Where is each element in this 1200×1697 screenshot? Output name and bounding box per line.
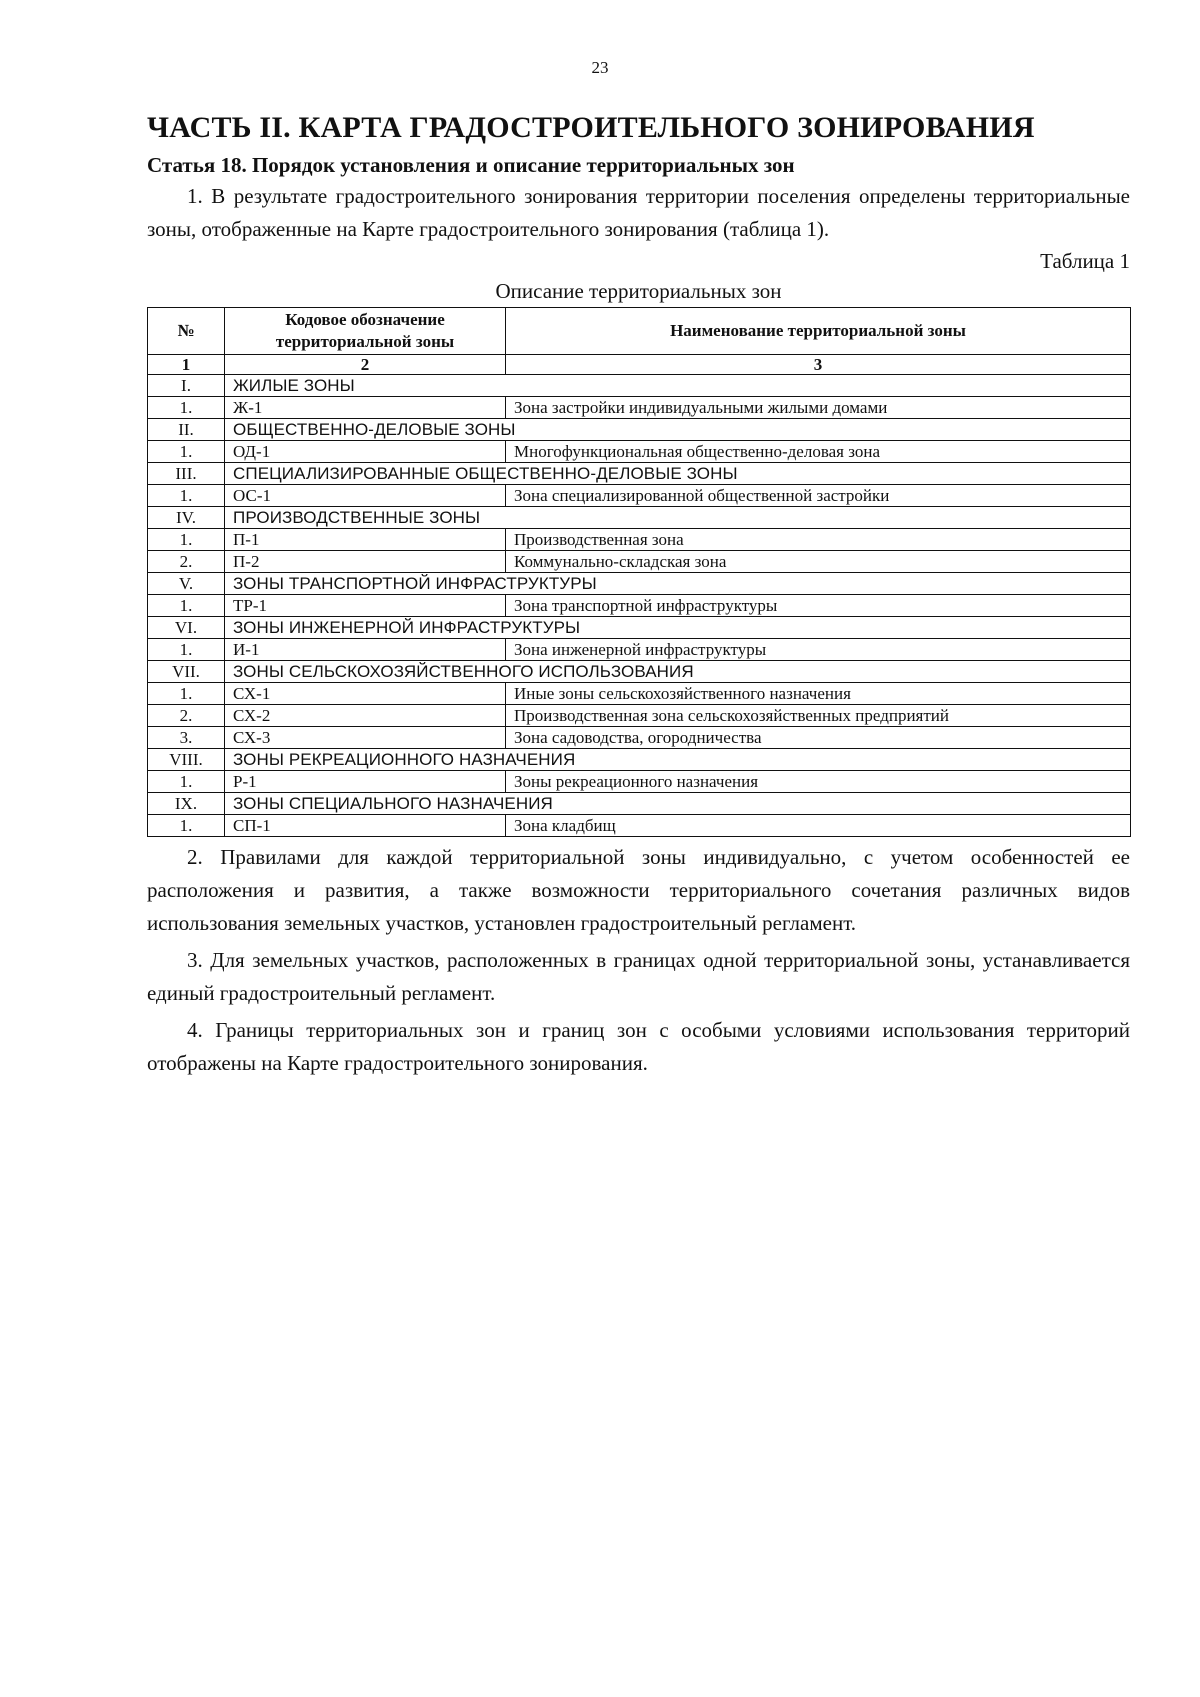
zone-name: Многофункциональная общественно-деловая зона xyxy=(506,441,1131,463)
section-row xyxy=(148,661,1131,683)
zone-row xyxy=(148,683,1131,705)
section-title: ЗОНЫ РЕКРЕАЦИОННОГО НАЗНАЧЕНИЯ xyxy=(225,749,1131,771)
table-label: Таблица 1 xyxy=(1040,249,1130,273)
section-title: ЗОНЫ ИНЖЕНЕРНОЙ ИНФРАСТРУКТУРЫ xyxy=(225,617,1131,639)
zone-row xyxy=(148,397,1131,419)
section-title: ЗОНЫ СЕЛЬСКОХОЗЯЙСТВЕННОГО ИСПОЛЬЗОВАНИЯ xyxy=(225,661,1131,683)
section-number: VIII. xyxy=(148,749,225,771)
zone-name: Зона кладбищ xyxy=(506,815,1131,837)
zone-row xyxy=(148,727,1131,749)
document-body xyxy=(147,110,1130,1080)
paragraph-2: 2. Правилами для каждой территориальной зоны индивидуально, с учетом особенностей ее расположения и развития, а также возможности территориального сочетания различных видов использования земельных участков, установлен градостроительный регламент. xyxy=(147,845,1130,935)
zone-number: 2. xyxy=(148,705,225,727)
zones-table-body xyxy=(148,375,1131,837)
table-header-row xyxy=(148,308,1131,355)
zone-code: Ж-1 xyxy=(225,397,506,419)
section-number: II. xyxy=(148,419,225,441)
article-title: Статья 18. Порядок установления и описание территориальных зон xyxy=(147,153,795,177)
paragraph-3: 3. Для земельных участков, расположенных в границах одной территориальной зоны, устанавливается единый градостроительный регламент. xyxy=(147,948,1130,1005)
zone-name: Коммунально-складская зона xyxy=(506,551,1131,573)
zone-row xyxy=(148,485,1131,507)
zone-row xyxy=(148,815,1131,837)
section-number: I. xyxy=(148,375,225,397)
zone-row xyxy=(148,441,1131,463)
zone-code: ТР-1 xyxy=(225,595,506,617)
zone-name: Зона садоводства, огородничества xyxy=(506,727,1131,749)
zone-name: Зона застройки индивидуальными жилыми домами xyxy=(506,397,1131,419)
zone-row xyxy=(148,639,1131,661)
table-caption: Описание территориальных зон xyxy=(495,279,782,303)
section-title: ПРОИЗВОДСТВЕННЫЕ ЗОНЫ xyxy=(225,507,1131,529)
zone-code: СХ-2 xyxy=(225,705,506,727)
zone-number: 1. xyxy=(148,639,225,661)
section-row xyxy=(148,375,1131,397)
section-title: ЗОНЫ ТРАНСПОРТНОЙ ИНФРАСТРУКТУРЫ xyxy=(225,573,1131,595)
zone-number: 1. xyxy=(148,771,225,793)
section-number: IX. xyxy=(148,793,225,815)
zone-number: 1. xyxy=(148,683,225,705)
zone-name: Зона специализированной общественной застройки xyxy=(506,485,1131,507)
zone-name: Иные зоны сельскохозяйственного назначения xyxy=(506,683,1131,705)
section-number: VI. xyxy=(148,617,225,639)
paragraph-4: 4. Границы территориальных зон и границ зон с особыми условиями использования территорий отображены на Карте градостроительного зонирования. xyxy=(147,1018,1130,1075)
zone-code: П-1 xyxy=(225,529,506,551)
section-number: IV. xyxy=(148,507,225,529)
zone-number: 3. xyxy=(148,727,225,749)
zone-row xyxy=(148,705,1131,727)
zone-code: СП-1 xyxy=(225,815,506,837)
zone-name: Зона транспортной инфраструктуры xyxy=(506,595,1131,617)
zone-row xyxy=(148,529,1131,551)
column-number-2: 2 xyxy=(225,355,506,375)
header-code: Кодовое обозначение территориальной зоны xyxy=(225,308,506,355)
zone-code: СХ-1 xyxy=(225,683,506,705)
zone-name: Производственная зона xyxy=(506,529,1131,551)
zone-code: ОС-1 xyxy=(225,485,506,507)
zone-name: Зоны рекреационного назначения xyxy=(506,771,1131,793)
section-number: VII. xyxy=(148,661,225,683)
zone-row xyxy=(148,771,1131,793)
zone-number: 1. xyxy=(148,485,225,507)
paragraph-1: 1. В результате градостроительного зонирования территории поселения определены территориальные зоны, отображенные на Карте градостроительного зонирования (таблица 1). xyxy=(147,184,1130,241)
section-row xyxy=(148,419,1131,441)
section-title: СПЕЦИАЛИЗИРОВАННЫЕ ОБЩЕСТВЕННО-ДЕЛОВЫЕ ЗОНЫ xyxy=(225,463,1131,485)
zone-code: Р-1 xyxy=(225,771,506,793)
section-title: ЗОНЫ СПЕЦИАЛЬНОГО НАЗНАЧЕНИЯ xyxy=(225,793,1131,815)
section-row xyxy=(148,793,1131,815)
section-number: III. xyxy=(148,463,225,485)
zone-number: 2. xyxy=(148,551,225,573)
zone-name: Зона инженерной инфраструктуры xyxy=(506,639,1131,661)
section-title: ЖИЛЫЕ ЗОНЫ xyxy=(225,375,1131,397)
zone-code: ОД-1 xyxy=(225,441,506,463)
header-number: № xyxy=(148,308,225,355)
zone-name: Производственная зона сельскохозяйственных предприятий xyxy=(506,705,1131,727)
section-row xyxy=(148,749,1131,771)
section-row xyxy=(148,573,1131,595)
column-number-3: 3 xyxy=(506,355,1131,375)
table-column-numbers-row xyxy=(148,355,1131,375)
zone-number: 1. xyxy=(148,529,225,551)
section-row xyxy=(148,463,1131,485)
section-title: ОБЩЕСТВЕННО-ДЕЛОВЫЕ ЗОНЫ xyxy=(225,419,1131,441)
zone-number: 1. xyxy=(148,595,225,617)
zone-number: 1. xyxy=(148,397,225,419)
zones-table xyxy=(147,307,1131,837)
section-row xyxy=(148,507,1131,529)
zone-row xyxy=(148,551,1131,573)
zone-code: СХ-3 xyxy=(225,727,506,749)
section-row xyxy=(148,617,1131,639)
zone-code: П-2 xyxy=(225,551,506,573)
part-title: ЧАСТЬ II. КАРТА ГРАДОСТРОИТЕЛЬНОГО ЗОНИРОВАНИЯ xyxy=(147,111,1035,144)
zone-code: И-1 xyxy=(225,639,506,661)
zone-row xyxy=(148,595,1131,617)
section-number: V. xyxy=(148,573,225,595)
column-number-1: 1 xyxy=(148,355,225,375)
zone-number: 1. xyxy=(148,441,225,463)
page-number: 23 xyxy=(591,58,609,77)
zone-number: 1. xyxy=(148,815,225,837)
header-zone-name: Наименование территориальной зоны xyxy=(506,308,1131,355)
